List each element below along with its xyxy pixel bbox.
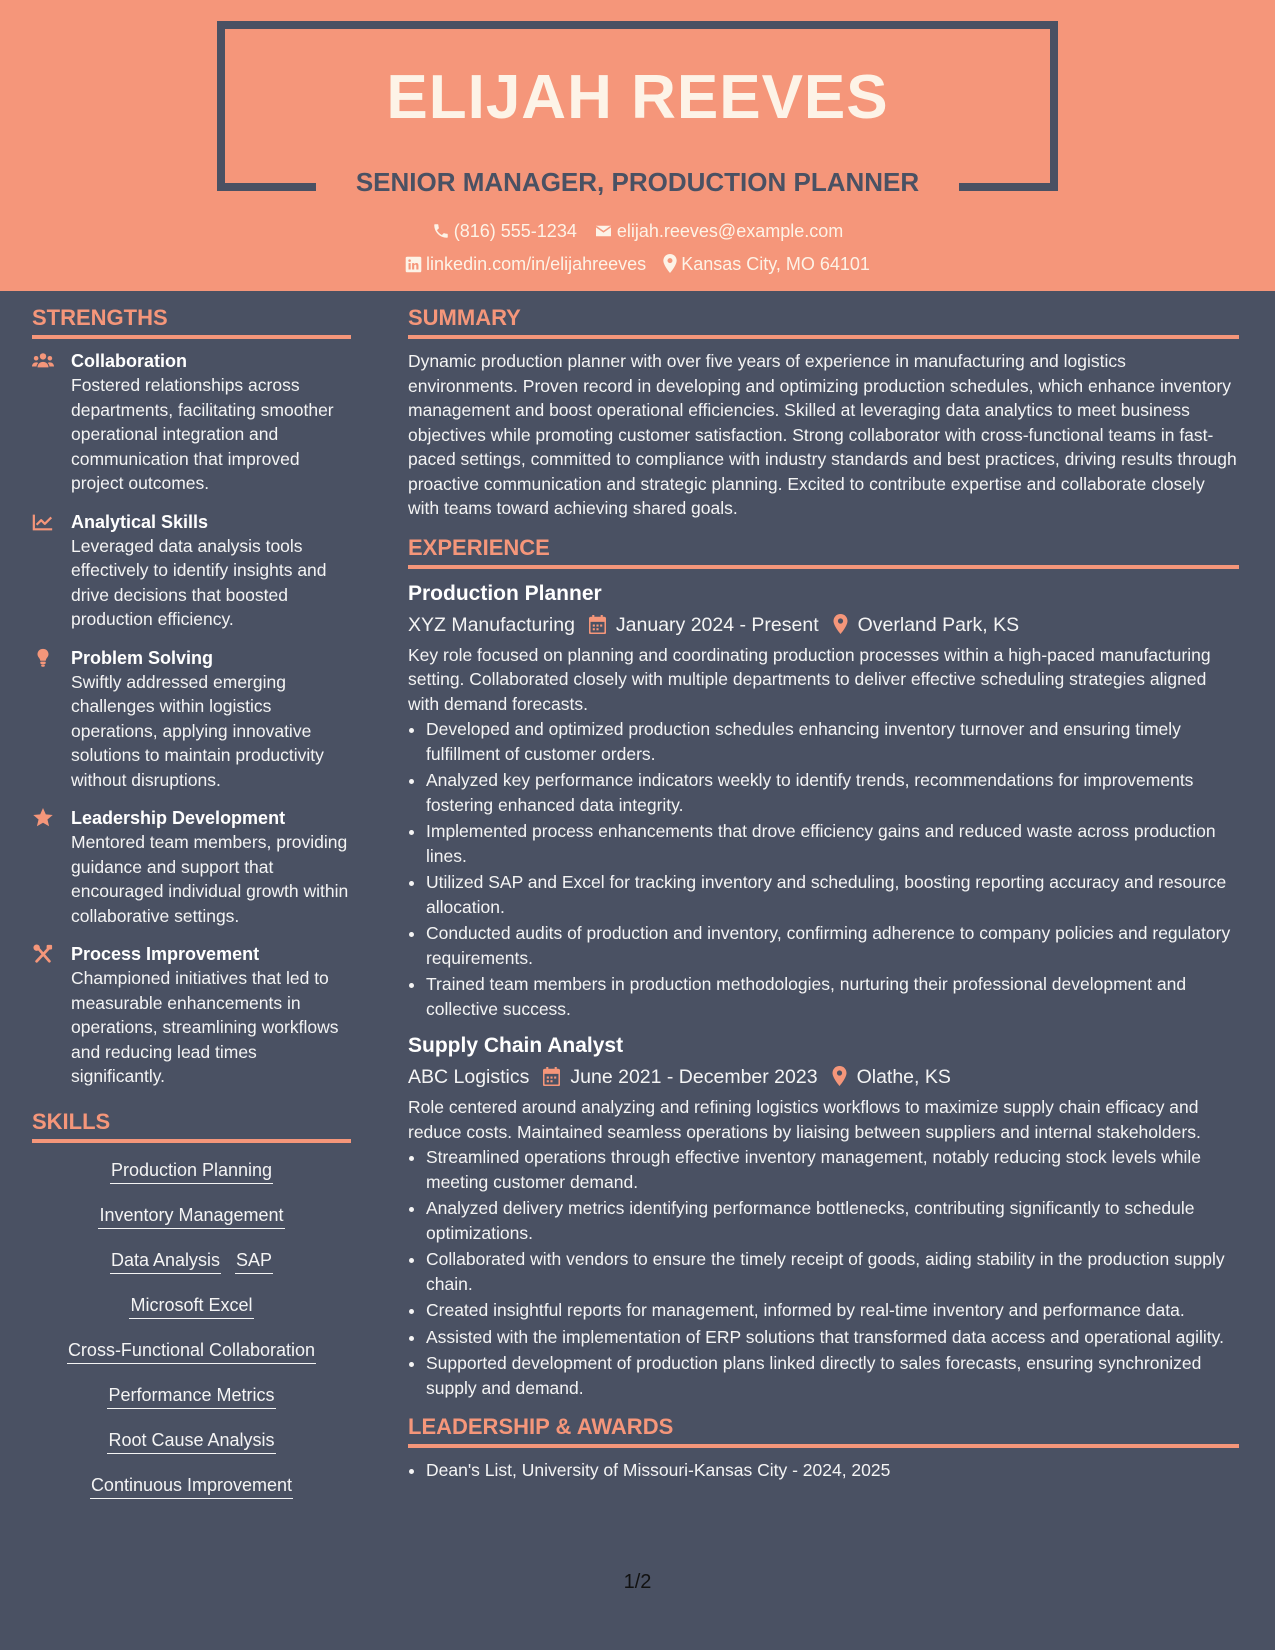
summary-text: Dynamic production planner with over five years of experience in manufacturing and logistics environments. Proven record in developing and optimizing production schedules, which enhance inventory management and boost operational efficiencies. Skilled at leveraging data analytics to meet business objectives while promoting customer satisfaction. Strong collaborator with cross-functional teams in fast-paced settings, committed to compliance with industry standards and best practices, driving results through proactive communication and strategic planning. Excited to contribute expertise and collaborate closely with teams toward achieving shared goals.	[408, 351, 1237, 518]
skill-tag: Production Planning	[110, 1157, 273, 1184]
job-description: Key role focused on planning and coordinating production processes within a high-paced manufacturing setting. Collaborated closely with multiple departments to deliver effective scheduling strategies aligned with demand forecasts.	[408, 644, 1211, 714]
strength-description: Swiftly addressed emerging challenges within logistics operations, applying innovative solutions to maintain productivity without disruptions.	[71, 671, 324, 790]
job-bullets	[426, 717, 1239, 1021]
awards-heading: LEADERSHIP & AWARDS	[408, 1414, 1239, 1448]
job-bullet: • Supported development of production plans linked directly to sales forecasts, ensuring synchronized supply and demand.	[426, 1351, 1239, 1400]
skill-row	[32, 1292, 351, 1320]
tools-icon	[32, 944, 54, 964]
skill-row	[32, 1337, 351, 1365]
strength-description: Championed initiatives that led to measurable enhancements in operations, streamlining workflows and reducing lead times significantly.	[71, 968, 339, 1086]
star-icon	[32, 808, 54, 828]
strength-description: Leveraged data analysis tools effectively to identify insights and drive decisions that boosted production efficiency.	[71, 535, 327, 629]
page-number: 1/2	[623, 1571, 652, 1593]
skill-tag: Data Analysis	[110, 1247, 221, 1274]
skill-tag: Root Cause Analysis	[107, 1427, 275, 1454]
candidate-title: SENIOR MANAGER, PRODUCTION PLANNER	[355, 167, 920, 197]
strength-description: Mentored team members, providing guidance and support that encouraged individual growth within collaborative settings.	[71, 832, 349, 926]
job-bullet: • Trained team members in production methodologies, nurturing their professional development and collective success.	[426, 972, 1239, 1021]
skills-list	[32, 1157, 351, 1500]
skill-tag: Continuous Improvement	[90, 1472, 293, 1499]
skill-row	[32, 1157, 351, 1185]
chart-line-icon	[32, 512, 54, 532]
strengths-heading: STRENGTHS	[32, 305, 351, 339]
sidebar	[32, 305, 351, 1517]
email-text: elijah.reeves@example.com	[616, 221, 844, 241]
skill-tag: SAP	[235, 1247, 273, 1274]
map-pin-icon	[833, 614, 848, 634]
location-contact	[663, 254, 870, 275]
job-bullet: • Collaborated with vendors to ensure the timely receipt of goods, aiding stability in the production supply chain.	[426, 1247, 1239, 1296]
location-text: Kansas City, MO 64101	[681, 254, 870, 274]
strength-item	[32, 510, 351, 632]
award-item: • Dean's List, University of Missouri-Kansas City - 2024, 2025	[426, 1458, 1239, 1483]
calendar-icon	[543, 1067, 560, 1086]
skill-tag: Performance Metrics	[107, 1382, 275, 1409]
strength-name: Leadership Development	[71, 808, 286, 828]
calendar-icon	[589, 615, 606, 634]
job-location: Olathe, KS	[856, 1066, 951, 1088]
summary-heading: SUMMARY	[408, 305, 1239, 339]
linkedin-text: linkedin.com/in/elijahreeves	[426, 254, 647, 274]
job-bullet: • Developed and optimized production schedules enhancing inventory turnover and ensuring timely fulfillment of customer orders.	[426, 717, 1239, 766]
map-pin-icon	[663, 254, 677, 273]
contact-row-1	[0, 221, 1275, 242]
job-bullet: • Assisted with the implementation of ERP solutions that transformed data access and operational agility.	[426, 1325, 1239, 1350]
strength-name: Problem Solving	[71, 647, 214, 668]
job-bullet: • Implemented process enhancements that drove efficiency gains and reduced waste across production lines.	[426, 819, 1239, 868]
strength-item	[32, 806, 351, 928]
job-entry	[408, 1031, 1239, 1400]
main-column	[408, 305, 1239, 1485]
job-bullet: • Utilized SAP and Excel for tracking inventory and scheduling, boosting reporting accuracy and resource allocation.	[426, 870, 1239, 919]
map-pin-icon	[832, 1066, 847, 1086]
skill-row	[32, 1247, 351, 1275]
job-company: ABC Logistics	[408, 1066, 530, 1088]
job-meta	[408, 609, 1239, 641]
job-description: Role centered around analyzing and refining logistics workflows to maximize supply chain efficacy and reduce costs. Maintained seamless operations by liaising between suppliers and internal stakeholders.	[408, 1097, 1201, 1142]
job-bullet: • Streamlined operations through effective inventory management, notably reducing stock levels while meeting customer demand.	[426, 1145, 1239, 1194]
resume-header	[0, 0, 1275, 291]
phone-contact	[432, 221, 577, 242]
contact-row-2	[0, 254, 1275, 275]
job-title: Production Planner	[408, 581, 602, 605]
job-meta	[408, 1061, 1239, 1093]
job-bullet: • Analyzed delivery metrics identifying performance bottlenecks, contributing significantly to schedule optimizations.	[426, 1196, 1239, 1245]
job-location-group	[832, 1061, 951, 1093]
strength-name: Collaboration	[71, 351, 187, 371]
candidate-name: ELIJAH REEVES	[386, 63, 889, 132]
strength-name: Analytical Skills	[71, 511, 209, 532]
envelope-icon	[594, 222, 613, 240]
strength-item	[32, 942, 351, 1089]
linkedin-contact[interactable]	[405, 254, 646, 275]
experience-heading: EXPERIENCE	[408, 535, 1239, 569]
lightbulb-icon	[32, 648, 54, 668]
skill-row	[32, 1427, 351, 1455]
job-bullet: • Conducted audits of production and inventory, confirming adherence to company policies and regulatory requirements.	[426, 921, 1239, 970]
skills-heading: SKILLS	[32, 1109, 351, 1143]
phone-icon	[432, 222, 450, 240]
skill-tag: Inventory Management	[98, 1202, 284, 1229]
job-bullet: • Analyzed key performance indicators weekly to identify trends, recommendations for improvements fostering enhanced data integrity.	[426, 768, 1239, 817]
awards-list	[426, 1458, 1239, 1483]
job-dates: January 2024 - Present	[615, 613, 819, 636]
job-entry	[408, 579, 1239, 1022]
job-bullet: • Created insightful reports for management, informed by real-time inventory and performance data.	[426, 1298, 1239, 1323]
job-dates: June 2021 - December 2023	[570, 1066, 818, 1088]
job-location: Overland Park, KS	[857, 613, 1020, 636]
email-contact[interactable]	[594, 221, 843, 242]
strength-item	[32, 349, 351, 496]
strength-description: Fostered relationships across departments, facilitating smoother operational integration and communication that improved project outcomes.	[71, 375, 334, 493]
skill-row	[32, 1202, 351, 1230]
skill-row	[32, 1382, 351, 1410]
job-location-group	[833, 609, 1019, 641]
strength-item	[32, 646, 351, 793]
job-company: XYZ Manufacturing	[408, 613, 575, 636]
job-bullets	[426, 1145, 1239, 1400]
job-dates-group	[543, 1061, 817, 1093]
phone-text: (816) 555-1234	[453, 221, 577, 241]
job-dates-group	[589, 609, 819, 641]
skill-tag: Cross-Functional Collaboration	[67, 1337, 316, 1364]
strength-name: Process Improvement	[71, 944, 260, 964]
linkedin-icon	[405, 256, 422, 273]
skill-row	[32, 1472, 351, 1500]
users-icon	[32, 351, 54, 371]
job-title: Supply Chain Analyst	[408, 1034, 624, 1057]
skill-tag: Microsoft Excel	[129, 1292, 253, 1319]
